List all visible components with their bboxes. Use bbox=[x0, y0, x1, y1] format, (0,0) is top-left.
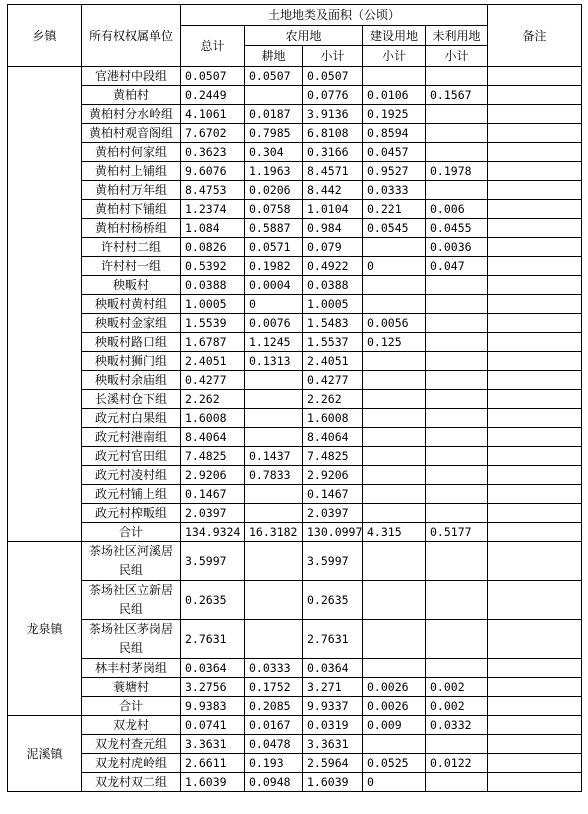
agri-subtotal-cell: 3.271 bbox=[303, 678, 363, 697]
unused-cell bbox=[426, 409, 488, 428]
cultivated-cell bbox=[245, 390, 303, 409]
total-cell: 3.2756 bbox=[181, 678, 245, 697]
cultivated-cell: 0.0076 bbox=[245, 314, 303, 333]
note-cell bbox=[488, 697, 582, 716]
owner-cell: 双龙村查元组 bbox=[82, 735, 181, 754]
cultivated-cell: 0 bbox=[245, 295, 303, 314]
header-agri-subtotal: 小计 bbox=[303, 46, 363, 67]
total-cell: 8.4753 bbox=[181, 181, 245, 200]
cultivated-cell: 1.1245 bbox=[245, 333, 303, 352]
header-owner: 所有权权属单位 bbox=[82, 5, 181, 67]
construction-cell: 4.315 bbox=[363, 523, 426, 542]
construction-cell bbox=[363, 390, 426, 409]
total-cell: 1.5539 bbox=[181, 314, 245, 333]
construction-cell: 0.0106 bbox=[363, 86, 426, 105]
unused-cell: 0.1978 bbox=[426, 162, 488, 181]
note-cell bbox=[488, 86, 582, 105]
unused-cell: 0.0122 bbox=[426, 754, 488, 773]
agri-subtotal-cell: 8.4064 bbox=[303, 428, 363, 447]
total-cell: 0.2449 bbox=[181, 86, 245, 105]
total-cell: 0.0826 bbox=[181, 238, 245, 257]
note-cell bbox=[488, 257, 582, 276]
total-cell: 1.6008 bbox=[181, 409, 245, 428]
table-row bbox=[8, 219, 582, 238]
table-row bbox=[8, 314, 582, 333]
construction-cell bbox=[363, 276, 426, 295]
owner-cell: 合计 bbox=[82, 523, 181, 542]
owner-cell: 黄柏村杨桥组 bbox=[82, 219, 181, 238]
agri-subtotal-cell: 2.5964 bbox=[303, 754, 363, 773]
unused-cell bbox=[426, 581, 488, 620]
cultivated-cell: 0.193 bbox=[245, 754, 303, 773]
unused-cell bbox=[426, 447, 488, 466]
header-construction-subtotal: 小计 bbox=[363, 46, 426, 67]
unused-cell bbox=[426, 542, 488, 581]
table-row bbox=[8, 67, 582, 86]
construction-cell: 0.0525 bbox=[363, 754, 426, 773]
construction-cell: 0.0457 bbox=[363, 143, 426, 162]
construction-cell bbox=[363, 409, 426, 428]
table-row bbox=[8, 542, 582, 581]
note-cell bbox=[488, 390, 582, 409]
unused-cell bbox=[426, 333, 488, 352]
table-row bbox=[8, 447, 582, 466]
owner-cell: 许村村二组 bbox=[82, 238, 181, 257]
cultivated-cell bbox=[245, 409, 303, 428]
total-cell: 0.0364 bbox=[181, 659, 245, 678]
unused-cell: 0.002 bbox=[426, 697, 488, 716]
header-agri: 农用地 bbox=[245, 26, 363, 46]
table-row bbox=[8, 754, 582, 773]
table-row bbox=[8, 371, 582, 390]
note-cell bbox=[488, 466, 582, 485]
owner-cell: 黄柏村下铺组 bbox=[82, 200, 181, 219]
agri-subtotal-cell: 0.0388 bbox=[303, 276, 363, 295]
agri-subtotal-cell: 0.0319 bbox=[303, 716, 363, 735]
construction-cell bbox=[363, 352, 426, 371]
cultivated-cell: 0.1313 bbox=[245, 352, 303, 371]
cultivated-cell bbox=[245, 504, 303, 523]
agri-subtotal-cell: 0.984 bbox=[303, 219, 363, 238]
owner-cell: 茶场社区立新居民组 bbox=[82, 581, 181, 620]
agri-subtotal-cell: 2.262 bbox=[303, 390, 363, 409]
owner-cell: 双龙村 bbox=[82, 716, 181, 735]
cultivated-cell: 0.0167 bbox=[245, 716, 303, 735]
note-cell bbox=[488, 143, 582, 162]
agri-subtotal-cell: 0.1467 bbox=[303, 485, 363, 504]
note-cell bbox=[488, 428, 582, 447]
table-row bbox=[8, 276, 582, 295]
unused-cell bbox=[426, 295, 488, 314]
construction-cell bbox=[363, 428, 426, 447]
unused-cell bbox=[426, 143, 488, 162]
note-cell bbox=[488, 504, 582, 523]
unused-cell bbox=[426, 485, 488, 504]
unused-cell bbox=[426, 620, 488, 659]
agri-subtotal-cell: 0.4277 bbox=[303, 371, 363, 390]
table-row bbox=[8, 409, 582, 428]
note-cell bbox=[488, 200, 582, 219]
note-cell bbox=[488, 371, 582, 390]
note-cell bbox=[488, 523, 582, 542]
header-total: 总计 bbox=[181, 26, 245, 67]
agri-subtotal-cell: 1.0104 bbox=[303, 200, 363, 219]
agri-subtotal-cell: 6.8108 bbox=[303, 124, 363, 143]
total-cell: 2.262 bbox=[181, 390, 245, 409]
agri-subtotal-cell: 0.2635 bbox=[303, 581, 363, 620]
agri-subtotal-cell: 0.0364 bbox=[303, 659, 363, 678]
cultivated-cell: 0.1437 bbox=[245, 447, 303, 466]
construction-cell: 0.0333 bbox=[363, 181, 426, 200]
agri-subtotal-cell: 2.7631 bbox=[303, 620, 363, 659]
owner-cell: 许村村一组 bbox=[82, 257, 181, 276]
table-row bbox=[8, 466, 582, 485]
note-cell bbox=[488, 678, 582, 697]
owner-cell: 双龙村虎岭组 bbox=[82, 754, 181, 773]
cultivated-cell: 0.0571 bbox=[245, 238, 303, 257]
cultivated-cell: 0.2085 bbox=[245, 697, 303, 716]
note-cell bbox=[488, 773, 582, 792]
unused-cell: 0.0036 bbox=[426, 238, 488, 257]
owner-cell: 秧畈村黄村组 bbox=[82, 295, 181, 314]
note-cell bbox=[488, 238, 582, 257]
unused-cell bbox=[426, 314, 488, 333]
agri-subtotal-cell: 2.4051 bbox=[303, 352, 363, 371]
table-row bbox=[8, 105, 582, 124]
construction-cell: 0.1925 bbox=[363, 105, 426, 124]
cultivated-cell: 0.1982 bbox=[245, 257, 303, 276]
cultivated-cell: 0.304 bbox=[245, 143, 303, 162]
construction-cell: 0.0026 bbox=[363, 678, 426, 697]
unused-cell: 0.0455 bbox=[426, 219, 488, 238]
note-cell bbox=[488, 352, 582, 371]
construction-cell bbox=[363, 447, 426, 466]
owner-cell: 政元村榨畈组 bbox=[82, 504, 181, 523]
note-cell bbox=[488, 124, 582, 143]
note-cell bbox=[488, 447, 582, 466]
note-cell bbox=[488, 485, 582, 504]
note-cell bbox=[488, 542, 582, 581]
table-row bbox=[8, 659, 582, 678]
unused-cell bbox=[426, 276, 488, 295]
agri-subtotal-cell: 1.6039 bbox=[303, 773, 363, 792]
total-cell: 7.6702 bbox=[181, 124, 245, 143]
header-land-area: 土地地类及面积（公顷） bbox=[181, 5, 488, 26]
construction-cell bbox=[363, 485, 426, 504]
cultivated-cell: 0.7833 bbox=[245, 466, 303, 485]
note-cell bbox=[488, 659, 582, 678]
agri-subtotal-cell: 3.5997 bbox=[303, 542, 363, 581]
cultivated-cell: 0.0758 bbox=[245, 200, 303, 219]
owner-cell: 政元村港南组 bbox=[82, 428, 181, 447]
note-cell bbox=[488, 314, 582, 333]
total-cell: 8.4064 bbox=[181, 428, 245, 447]
total-cell: 0.3623 bbox=[181, 143, 245, 162]
owner-cell: 秧畈村金家组 bbox=[82, 314, 181, 333]
unused-cell: 0.006 bbox=[426, 200, 488, 219]
table-row bbox=[8, 390, 582, 409]
cultivated-cell: 0.0507 bbox=[245, 67, 303, 86]
unused-cell bbox=[426, 659, 488, 678]
cultivated-cell: 0.7985 bbox=[245, 124, 303, 143]
unused-cell: 0.047 bbox=[426, 257, 488, 276]
cultivated-cell: 0.0206 bbox=[245, 181, 303, 200]
agri-subtotal-cell: 0.3166 bbox=[303, 143, 363, 162]
header-cultivated: 耕地 bbox=[245, 46, 303, 67]
owner-cell: 合计 bbox=[82, 697, 181, 716]
table-row bbox=[8, 181, 582, 200]
unused-cell bbox=[426, 352, 488, 371]
cultivated-cell: 0.0004 bbox=[245, 276, 303, 295]
note-cell bbox=[488, 409, 582, 428]
cultivated-cell bbox=[245, 542, 303, 581]
construction-cell bbox=[363, 620, 426, 659]
total-cell: 3.5997 bbox=[181, 542, 245, 581]
agri-subtotal-cell: 9.9337 bbox=[303, 697, 363, 716]
unused-cell bbox=[426, 504, 488, 523]
table-row bbox=[8, 352, 582, 371]
unused-cell bbox=[426, 735, 488, 754]
table-row bbox=[8, 238, 582, 257]
owner-cell: 双龙村双二组 bbox=[82, 773, 181, 792]
total-cell: 2.9206 bbox=[181, 466, 245, 485]
total-cell: 2.4051 bbox=[181, 352, 245, 371]
table-row bbox=[8, 124, 582, 143]
table-row bbox=[8, 257, 582, 276]
total-cell: 2.6611 bbox=[181, 754, 245, 773]
total-cell: 2.7631 bbox=[181, 620, 245, 659]
agri-subtotal-cell: 8.442 bbox=[303, 181, 363, 200]
owner-cell: 黄柏村 bbox=[82, 86, 181, 105]
total-cell: 9.6076 bbox=[181, 162, 245, 181]
construction-cell bbox=[363, 466, 426, 485]
owner-cell: 长溪村仓下组 bbox=[82, 390, 181, 409]
table-row bbox=[8, 295, 582, 314]
unused-cell bbox=[426, 390, 488, 409]
town-cell: 泥溪镇 bbox=[8, 716, 82, 792]
owner-cell: 黄柏村分水岭组 bbox=[82, 105, 181, 124]
owner-cell: 茶场社区茅岗居民组 bbox=[82, 620, 181, 659]
owner-cell: 蓑塘村 bbox=[82, 678, 181, 697]
owner-cell: 秧畈村 bbox=[82, 276, 181, 295]
note-cell bbox=[488, 716, 582, 735]
total-cell: 1.084 bbox=[181, 219, 245, 238]
unused-cell bbox=[426, 466, 488, 485]
unused-cell bbox=[426, 773, 488, 792]
agri-subtotal-cell: 1.5483 bbox=[303, 314, 363, 333]
unused-cell: 0.1567 bbox=[426, 86, 488, 105]
owner-cell: 秧畈村余庙组 bbox=[82, 371, 181, 390]
unused-cell bbox=[426, 105, 488, 124]
construction-cell bbox=[363, 295, 426, 314]
table-body bbox=[8, 67, 582, 792]
total-cell: 3.3631 bbox=[181, 735, 245, 754]
cultivated-cell: 0.5887 bbox=[245, 219, 303, 238]
unused-cell: 0.002 bbox=[426, 678, 488, 697]
note-cell bbox=[488, 620, 582, 659]
note-cell bbox=[488, 219, 582, 238]
agri-subtotal-cell: 2.9206 bbox=[303, 466, 363, 485]
total-cell: 0.0741 bbox=[181, 716, 245, 735]
construction-cell bbox=[363, 371, 426, 390]
table-row bbox=[8, 523, 582, 542]
town-cell: 龙泉镇 bbox=[8, 542, 82, 716]
unused-cell: 0.0332 bbox=[426, 716, 488, 735]
total-cell: 2.0397 bbox=[181, 504, 245, 523]
total-cell: 0.5392 bbox=[181, 257, 245, 276]
table-row bbox=[8, 485, 582, 504]
construction-cell: 0.125 bbox=[363, 333, 426, 352]
construction-cell: 0.221 bbox=[363, 200, 426, 219]
cultivated-cell bbox=[245, 86, 303, 105]
cultivated-cell: 0.1752 bbox=[245, 678, 303, 697]
cultivated-cell: 0.0478 bbox=[245, 735, 303, 754]
cultivated-cell bbox=[245, 428, 303, 447]
table-row bbox=[8, 86, 582, 105]
cultivated-cell bbox=[245, 485, 303, 504]
table-row bbox=[8, 428, 582, 447]
header-unused: 未利用地 bbox=[426, 26, 488, 46]
owner-cell: 林丰村茅岗组 bbox=[82, 659, 181, 678]
owner-cell: 黄柏村上铺组 bbox=[82, 162, 181, 181]
agri-subtotal-cell: 1.6008 bbox=[303, 409, 363, 428]
total-cell: 7.4825 bbox=[181, 447, 245, 466]
unused-cell bbox=[426, 428, 488, 447]
note-cell bbox=[488, 181, 582, 200]
cultivated-cell: 16.3182 bbox=[245, 523, 303, 542]
construction-cell: 0 bbox=[363, 773, 426, 792]
total-cell: 0.2635 bbox=[181, 581, 245, 620]
construction-cell bbox=[363, 659, 426, 678]
note-cell bbox=[488, 333, 582, 352]
total-cell: 1.0005 bbox=[181, 295, 245, 314]
construction-cell: 0.8594 bbox=[363, 124, 426, 143]
table-row bbox=[8, 620, 582, 659]
total-cell: 1.6039 bbox=[181, 773, 245, 792]
owner-cell: 政元村铺上组 bbox=[82, 485, 181, 504]
note-cell bbox=[488, 295, 582, 314]
table-row bbox=[8, 716, 582, 735]
total-cell: 0.1467 bbox=[181, 485, 245, 504]
agri-subtotal-cell: 130.0997 bbox=[303, 523, 363, 542]
construction-cell: 0.0056 bbox=[363, 314, 426, 333]
cultivated-cell: 0.0187 bbox=[245, 105, 303, 124]
table-row bbox=[8, 333, 582, 352]
agri-subtotal-cell: 0.0507 bbox=[303, 67, 363, 86]
construction-cell bbox=[363, 504, 426, 523]
cultivated-cell bbox=[245, 620, 303, 659]
table-row bbox=[8, 735, 582, 754]
unused-cell: 0.5177 bbox=[426, 523, 488, 542]
unused-cell bbox=[426, 371, 488, 390]
owner-cell: 政元村凌村组 bbox=[82, 466, 181, 485]
agri-subtotal-cell: 1.5537 bbox=[303, 333, 363, 352]
owner-cell: 秧畈村路口组 bbox=[82, 333, 181, 352]
table-row bbox=[8, 697, 582, 716]
table-row bbox=[8, 581, 582, 620]
note-cell bbox=[488, 276, 582, 295]
unused-cell bbox=[426, 67, 488, 86]
cultivated-cell bbox=[245, 371, 303, 390]
table-row bbox=[8, 162, 582, 181]
total-cell: 1.2374 bbox=[181, 200, 245, 219]
land-area-table bbox=[7, 4, 582, 792]
total-cell: 4.1061 bbox=[181, 105, 245, 124]
owner-cell: 政元村官田组 bbox=[82, 447, 181, 466]
owner-cell: 茶场社区河溪居民组 bbox=[82, 542, 181, 581]
total-cell: 0.4277 bbox=[181, 371, 245, 390]
cultivated-cell: 0.0948 bbox=[245, 773, 303, 792]
owner-cell: 秧畈村狮门组 bbox=[82, 352, 181, 371]
town-cell bbox=[8, 67, 82, 542]
note-cell bbox=[488, 67, 582, 86]
construction-cell bbox=[363, 735, 426, 754]
total-cell: 0.0388 bbox=[181, 276, 245, 295]
construction-cell: 0.009 bbox=[363, 716, 426, 735]
cultivated-cell: 1.1963 bbox=[245, 162, 303, 181]
table-row bbox=[8, 773, 582, 792]
construction-cell: 0.0545 bbox=[363, 219, 426, 238]
note-cell bbox=[488, 162, 582, 181]
unused-cell bbox=[426, 124, 488, 143]
construction-cell: 0.0026 bbox=[363, 697, 426, 716]
unused-cell bbox=[426, 181, 488, 200]
agri-subtotal-cell: 2.0397 bbox=[303, 504, 363, 523]
agri-subtotal-cell: 0.079 bbox=[303, 238, 363, 257]
owner-cell: 官港村中段组 bbox=[82, 67, 181, 86]
total-cell: 9.9383 bbox=[181, 697, 245, 716]
note-cell bbox=[488, 754, 582, 773]
owner-cell: 政元村白果组 bbox=[82, 409, 181, 428]
owner-cell: 黄柏村观音阁组 bbox=[82, 124, 181, 143]
total-cell: 134.9324 bbox=[181, 523, 245, 542]
construction-cell: 0.9527 bbox=[363, 162, 426, 181]
header-town: 乡镇 bbox=[8, 5, 82, 67]
agri-subtotal-cell: 1.0005 bbox=[303, 295, 363, 314]
agri-subtotal-cell: 7.4825 bbox=[303, 447, 363, 466]
header-note: 备注 bbox=[488, 5, 582, 67]
table-row bbox=[8, 504, 582, 523]
note-cell bbox=[488, 581, 582, 620]
agri-subtotal-cell: 0.0776 bbox=[303, 86, 363, 105]
construction-cell bbox=[363, 67, 426, 86]
agri-subtotal-cell: 0.4922 bbox=[303, 257, 363, 276]
construction-cell bbox=[363, 542, 426, 581]
total-cell: 1.6787 bbox=[181, 333, 245, 352]
cultivated-cell: 0.0333 bbox=[245, 659, 303, 678]
construction-cell: 0 bbox=[363, 257, 426, 276]
agri-subtotal-cell: 8.4571 bbox=[303, 162, 363, 181]
owner-cell: 黄柏村何家组 bbox=[82, 143, 181, 162]
table-row bbox=[8, 678, 582, 697]
total-cell: 0.0507 bbox=[181, 67, 245, 86]
construction-cell bbox=[363, 238, 426, 257]
note-cell bbox=[488, 735, 582, 754]
header-construction: 建设用地 bbox=[363, 26, 426, 46]
owner-cell: 黄柏村万年组 bbox=[82, 181, 181, 200]
construction-cell bbox=[363, 581, 426, 620]
agri-subtotal-cell: 3.9136 bbox=[303, 105, 363, 124]
header-unused-subtotal: 小计 bbox=[426, 46, 488, 67]
agri-subtotal-cell: 3.3631 bbox=[303, 735, 363, 754]
note-cell bbox=[488, 105, 582, 124]
table-row bbox=[8, 143, 582, 162]
table-row bbox=[8, 200, 582, 219]
cultivated-cell bbox=[245, 581, 303, 620]
